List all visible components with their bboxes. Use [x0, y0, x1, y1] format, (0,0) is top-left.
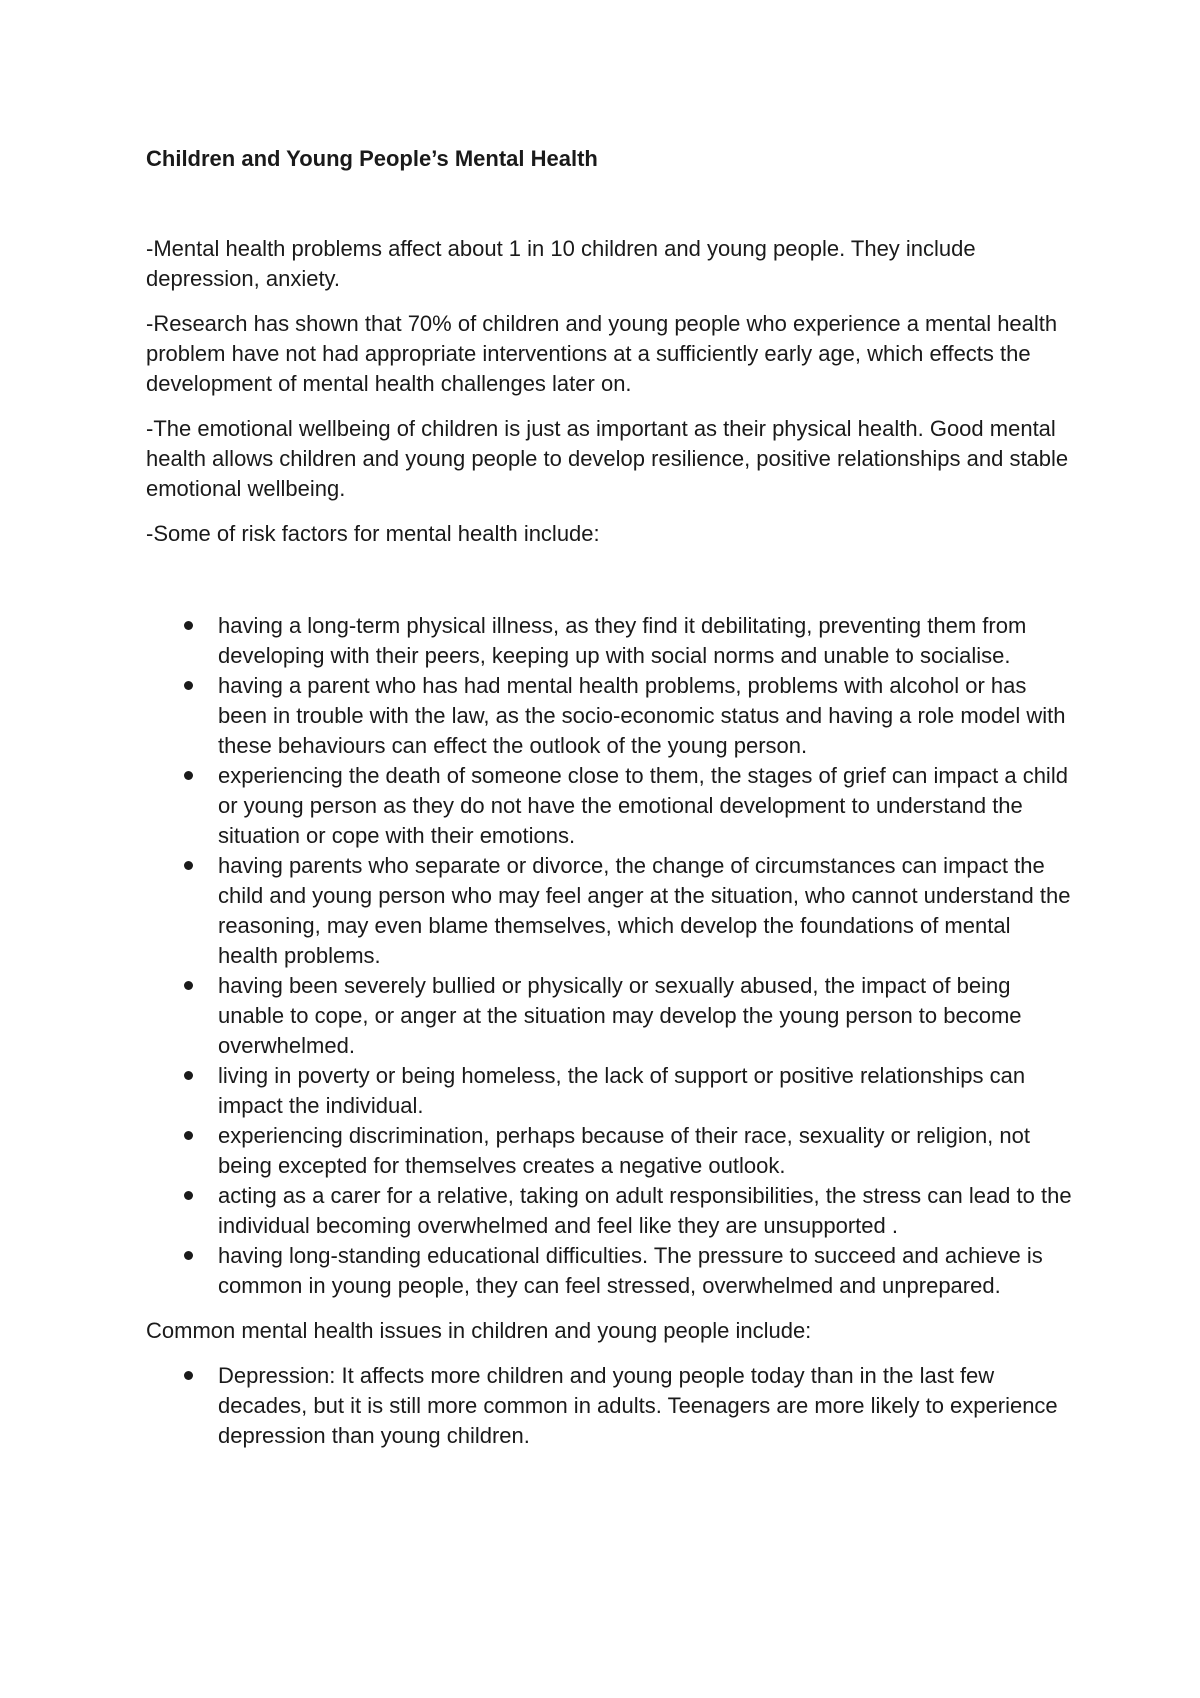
- list-item: [146, 1361, 1076, 1451]
- bullet-icon: [184, 1191, 193, 1200]
- list-item-text: acting as a carer for a relative, taking on adult responsibilities, the stress can lead to the individual becoming overwhelmed and feel like they are unsupported .: [218, 1183, 1072, 1238]
- document-content: [146, 142, 1076, 1466]
- bullet-icon: [184, 1371, 193, 1380]
- list-item: [146, 1181, 1076, 1241]
- bullet-icon: [184, 1131, 193, 1140]
- list-item: [146, 761, 1076, 851]
- list-item-text: living in poverty or being homeless, the lack of support or positive relationships can impact the individual.: [218, 1063, 1026, 1118]
- risk-factors-list: [146, 611, 1076, 1301]
- list-item: [146, 1241, 1076, 1301]
- bullet-icon: [184, 681, 193, 690]
- common-issues-list: [146, 1361, 1076, 1451]
- paragraph-common-issues-intro: Common mental health issues in children and young people include:: [146, 1318, 812, 1343]
- list-item: [146, 671, 1076, 761]
- paragraph-wellbeing: -The emotional wellbeing of children is just as important as their physical health. Good mental health allows children and young people to develop resilience, positive relationships and stable emotional wellbeing.: [146, 416, 1069, 501]
- list-item: [146, 1121, 1076, 1181]
- list-item: [146, 611, 1076, 671]
- list-item-text: experiencing discrimination, perhaps because of their race, sexuality or religion, not being excepted for themselves creates a negative outlook.: [218, 1123, 1030, 1178]
- list-item: [146, 851, 1076, 971]
- bullet-icon: [184, 1251, 193, 1260]
- list-item-text: having long-standing educational difficulties. The pressure to succeed and achieve is common in young people, they can feel stressed, overwhelmed and unprepared.: [218, 1243, 1043, 1298]
- paragraph-research: -Research has shown that 70% of children and young people who experience a mental health problem have not had appropriate interventions at a sufficiently early age, which effects the development of mental health challenges later on.: [146, 311, 1058, 396]
- bullet-icon: [184, 771, 193, 780]
- list-item-text: having a long-term physical illness, as they find it debilitating, preventing them from developing with their peers, keeping up with social norms and unable to socialise.: [218, 613, 1027, 668]
- bullet-icon: [184, 1071, 193, 1080]
- paragraph-risk-factors-intro: -Some of risk factors for mental health include:: [146, 521, 600, 546]
- bullet-icon: [184, 861, 193, 870]
- list-item-text: having a parent who has had mental health problems, problems with alcohol or has been in trouble with the law, as the socio-economic status and having a role model with these behaviours can effect the outlook of the young person.: [218, 673, 1066, 758]
- list-item: [146, 971, 1076, 1061]
- paragraph-prevalence: -Mental health problems affect about 1 in 10 children and young people. They include depression, anxiety.: [146, 236, 976, 291]
- list-item-text: having been severely bullied or physically or sexually abused, the impact of being unable to cope, or anger at the situation may develop the young person to become overwhelmed.: [218, 973, 1022, 1058]
- bullet-icon: [184, 981, 193, 990]
- document-title: Children and Young People’s Mental Health: [146, 146, 598, 171]
- list-item-text: Depression: It affects more children and young people today than in the last few decades, but it is still more common in adults. Teenagers are more likely to experience depression than young children.: [218, 1363, 1058, 1448]
- list-item-text: having parents who separate or divorce, the change of circumstances can impact the child and young person who may feel anger at the situation, who cannot understand the reasoning, may even blame themselves, which develop the foundations of mental health problems.: [218, 853, 1071, 968]
- list-item: [146, 1061, 1076, 1121]
- bullet-icon: [184, 621, 193, 630]
- list-item-text: experiencing the death of someone close to them, the stages of grief can impact a child or young person as they do not have the emotional development to understand the situation or cope with their emotions.: [218, 763, 1068, 848]
